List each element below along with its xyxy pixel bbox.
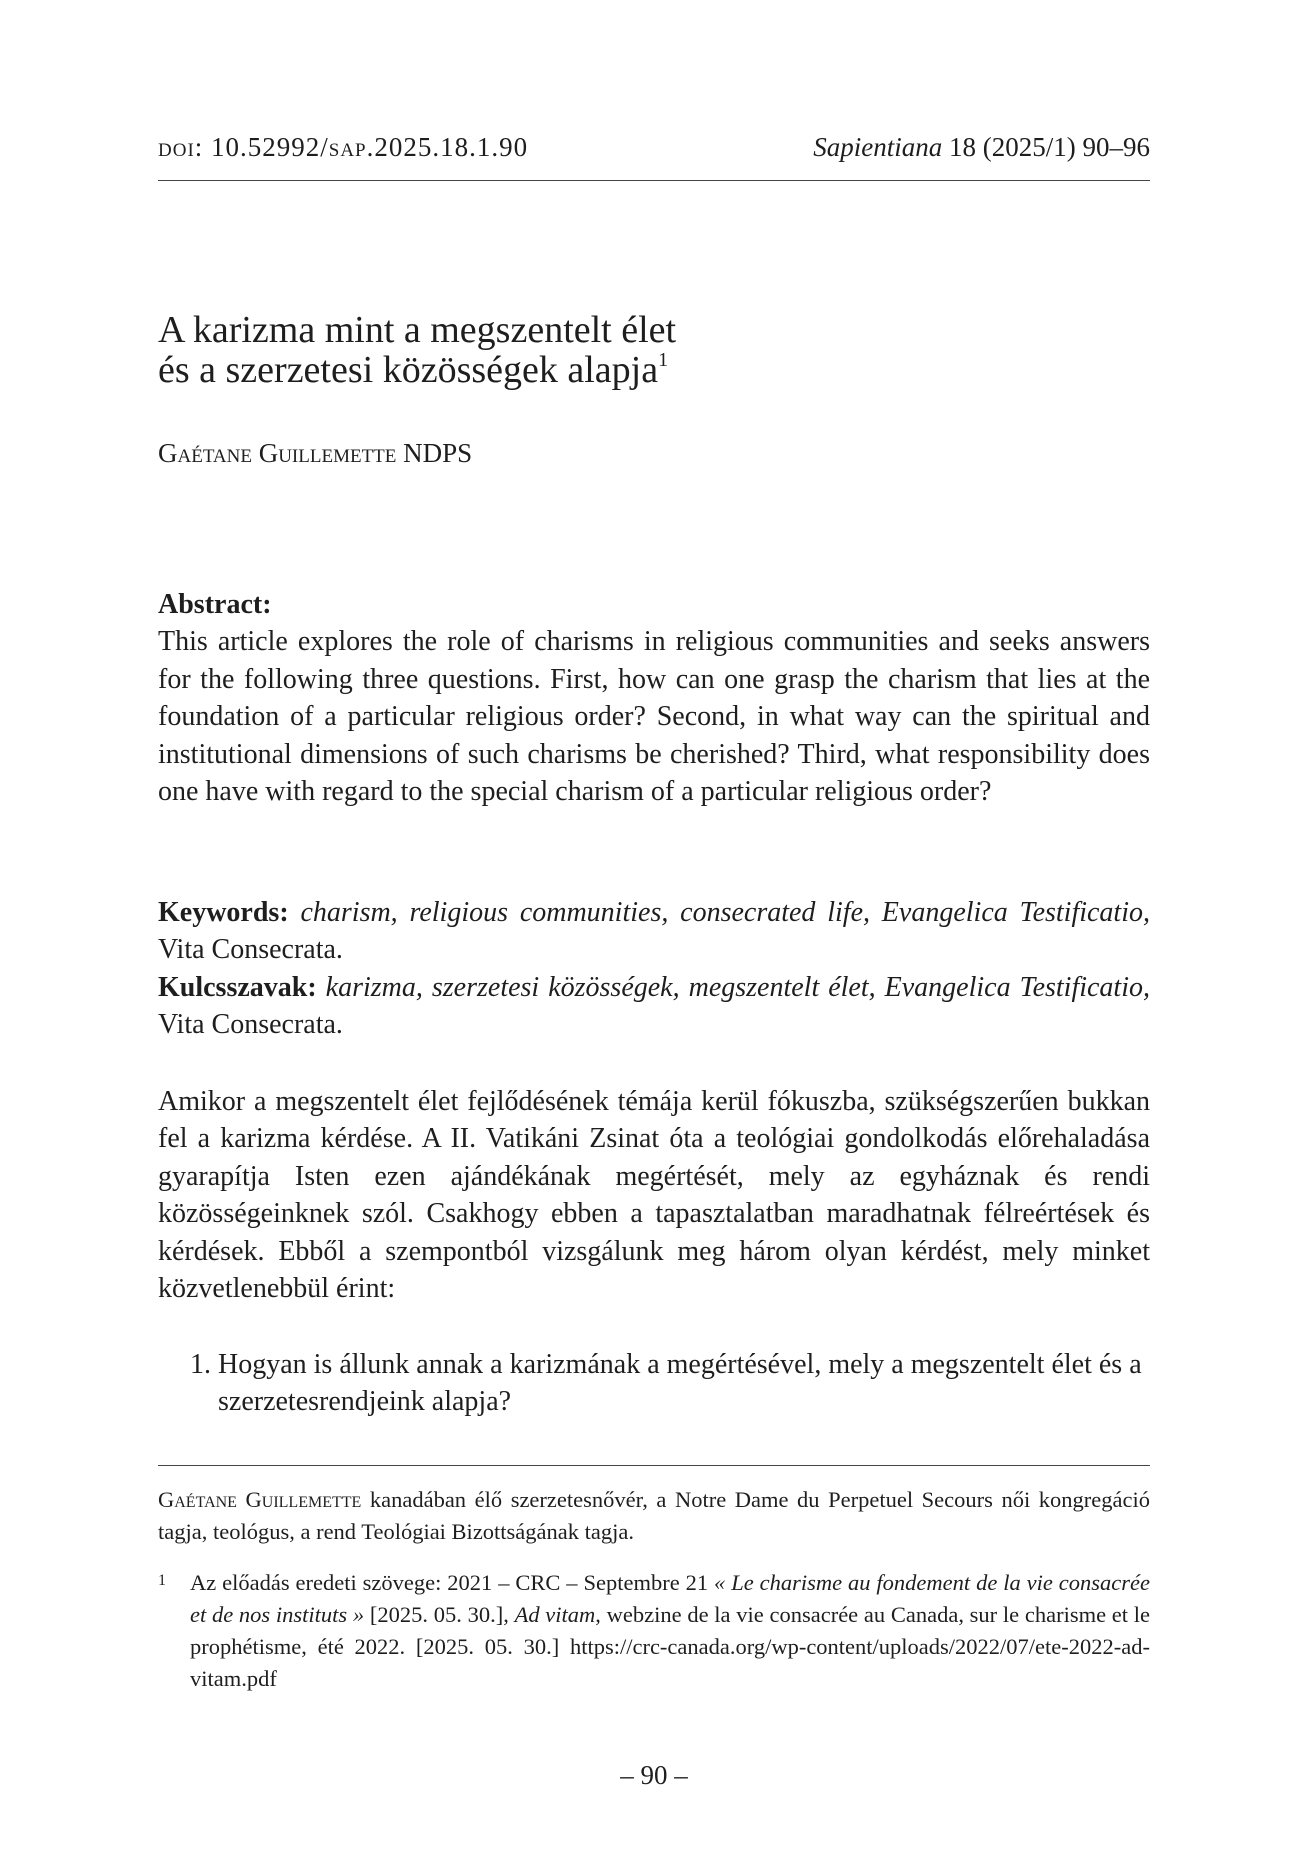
author-suffix: NDPS bbox=[396, 438, 473, 468]
body-paragraph: Amikor a megszentelt élet fejlődésének témája kerül fókuszba, szükségszerűen bukkan fel a karizma kérdése. A II. Vatikáni Zsinat óta a teológiai gondolkodás előrehaladása gyarapítja Isten ezen ajándékának megértését, mely az egyháznak és rendi közösségeinknek szól. Csakhogy ebben a tapasztalatban maradhatnak félreértések és kérdések. Ebből a szempontból vizsgálunk meg három olyan kérdést, mely minket közvetlenebbül érint: bbox=[158, 1086, 1150, 1305]
footnote bbox=[158, 1567, 1150, 1695]
keywords-hu-terms: karizma, szerzetesi közösségek, megszentelt élet, Evangelica Testificatio, bbox=[316, 971, 1150, 1003]
title-footnote-mark[interactable]: 1 bbox=[658, 349, 669, 371]
author-line bbox=[158, 438, 472, 469]
footnote-ad-vitam: Ad vitam bbox=[514, 1602, 596, 1627]
journal-issue: 18 (2025/1) 90–96 bbox=[942, 132, 1150, 162]
keywords-en bbox=[158, 894, 1150, 969]
keywords-en-label: Keywords: bbox=[158, 897, 289, 928]
keywords-hu bbox=[158, 969, 1150, 1044]
keywords-en-vita: Vita Consecrata. bbox=[158, 934, 343, 966]
article-page bbox=[158, 0, 1150, 1875]
doi: doi: 10.52992/sap.2025.18.1.90 bbox=[158, 132, 529, 162]
keywords-hu-label: Kulcsszavak: bbox=[158, 971, 317, 1003]
footnote-number: 1 bbox=[158, 1572, 166, 1589]
list-item-text: Hogyan is állunk annak a karizmának a megértésével, mely a megszentelt élet és a szerzetesrendjeink alapja? bbox=[218, 1349, 1142, 1418]
title-line-2: és a szerzetesi közösségek alapja bbox=[158, 349, 659, 391]
author-name: Gaétane Guillemette bbox=[158, 438, 397, 468]
journal-citation bbox=[813, 132, 1150, 163]
abstract bbox=[158, 586, 1150, 810]
list-item bbox=[190, 1346, 1150, 1421]
footnote-original-title: « Le charisme au fondement de la vie consacrée et de nos instituts » bbox=[190, 1570, 1150, 1627]
footnote-part-5[interactable]: , webzine de la vie consacrée au Canada, sur le charisme et le prophétisme, été 2022. [2025. 05. 30.] https://crc-canada.org/wp-content/uploads/2022/07/ete-2022-ad-vitam.pdf bbox=[190, 1602, 1151, 1691]
author-note-text: kanadában élő szerzetesnővér, a Notre Dame du Perpetuel Secours női kongregáció tagja, teológus, a rend Teológiai Bizottságának tagja. bbox=[158, 1487, 1150, 1544]
footnote-rule bbox=[158, 1465, 1150, 1466]
footnote-part-3: [2025. 05. 30.], bbox=[364, 1602, 515, 1627]
keywords-hu-vita: Vita Consecrata. bbox=[158, 1009, 343, 1041]
footnote-text bbox=[190, 1567, 1150, 1695]
footnote-part-1: Az előadás eredeti szövege: 2021 – CRC – Septembre 21 bbox=[190, 1570, 715, 1595]
abstract-text: This article explores the role of charisms in religious communities and seeks answers for the following three questions. First, how can one grasp the charism that lies at the foundation of a particular religious order? Second, in what way can the spiritual and institutional dimensions of such charisms be cherished? Third, what responsibility does one have with regard to the special charism of a particular religious order? bbox=[158, 626, 1150, 808]
list-number: 1. bbox=[190, 1349, 211, 1380]
author-note bbox=[158, 1484, 1150, 1548]
keywords-block bbox=[158, 894, 1150, 1044]
author-note-name: Gaétane Guillemette bbox=[158, 1487, 362, 1512]
title-line-1: A karizma mint a megszentelt élet bbox=[158, 309, 677, 351]
page-number: – 90 – bbox=[620, 1760, 688, 1790]
article-title bbox=[158, 310, 1150, 390]
abstract-heading: Abstract: bbox=[158, 589, 272, 620]
journal-name: Sapientiana bbox=[813, 132, 943, 162]
header-rule bbox=[158, 180, 1150, 181]
running-header bbox=[158, 132, 1150, 172]
keywords-en-terms: charism, religious communities, consecrated life, Evangelica Testificatio, bbox=[288, 897, 1150, 928]
